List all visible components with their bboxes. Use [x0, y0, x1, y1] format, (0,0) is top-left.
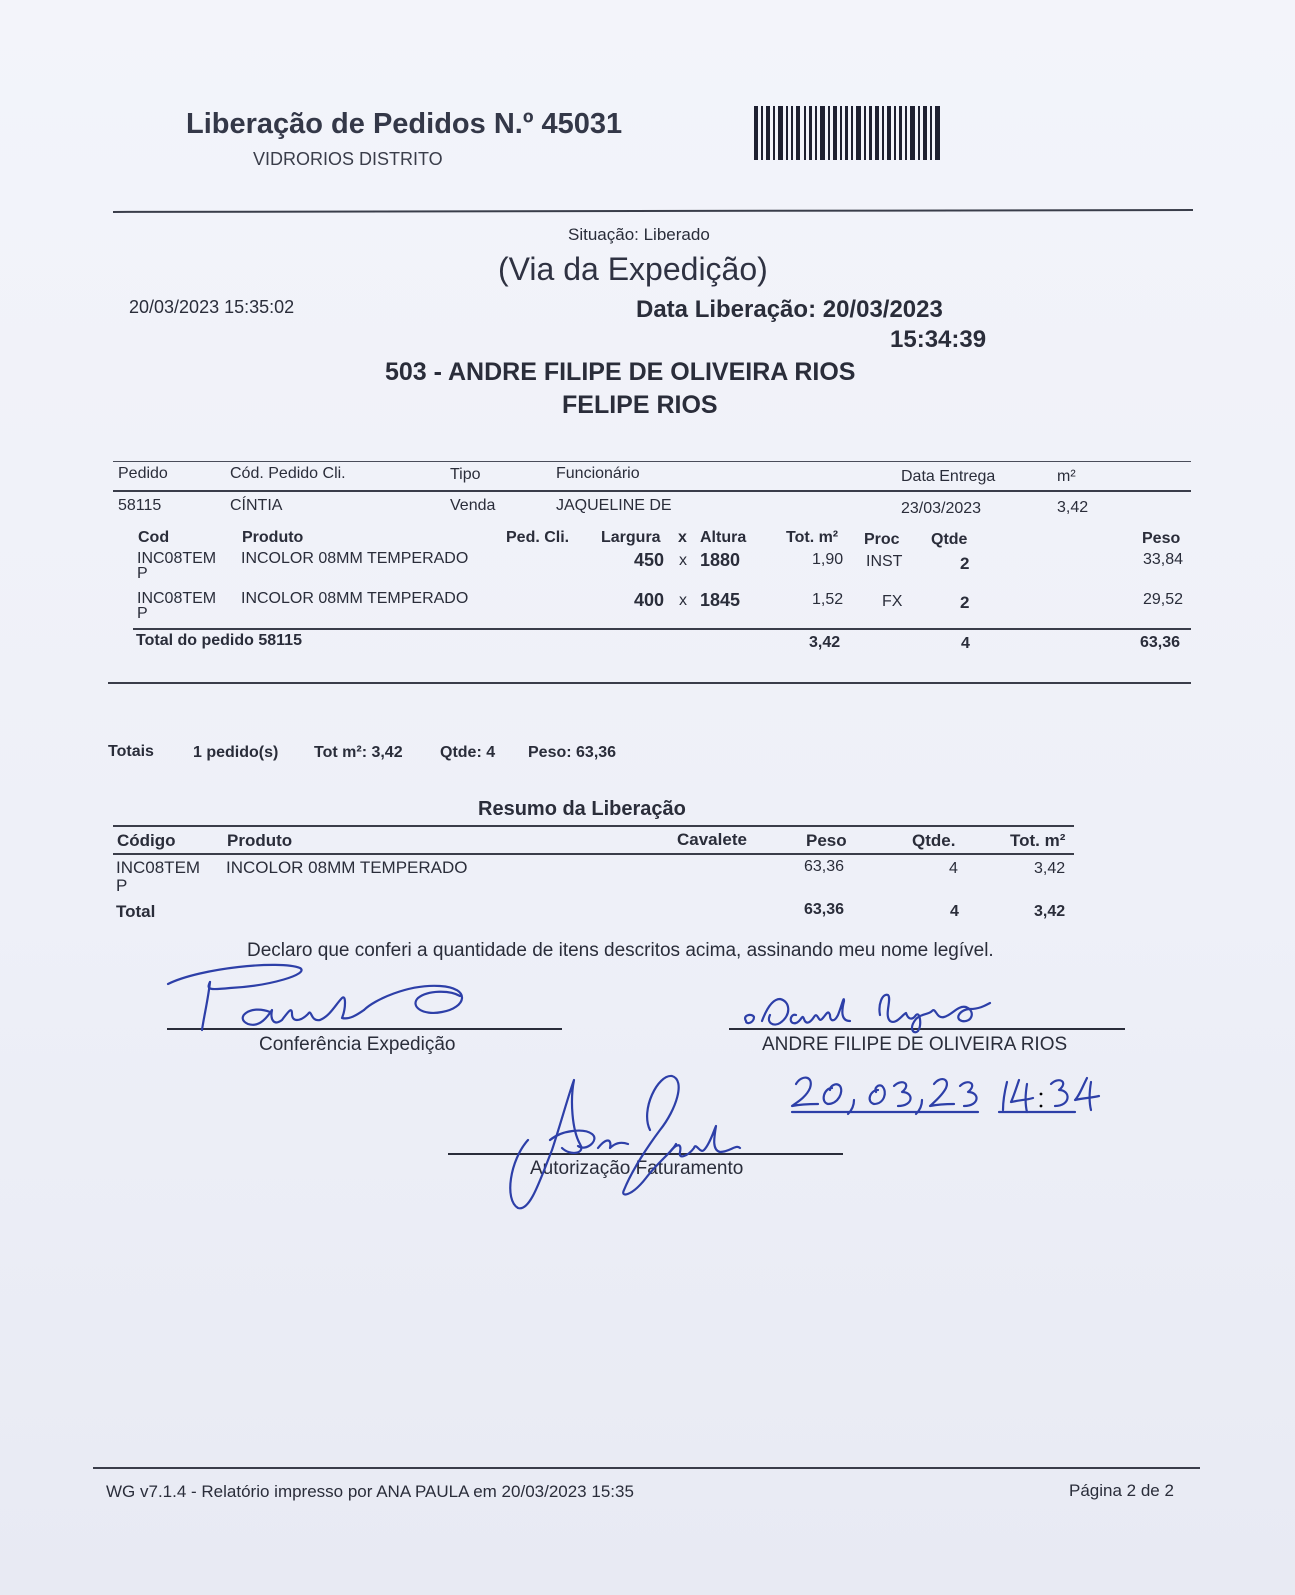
summary-total-peso: 63,36	[804, 901, 845, 918]
item-proc-header: Proc	[864, 531, 900, 548]
item-cod	[137, 591, 216, 621]
item-cod-line2: P	[137, 605, 148, 622]
summary-qtde-header: Qtde.	[912, 831, 956, 850]
data-liberacao-time: 15:34:39	[890, 326, 987, 353]
item-cod-line2: P	[137, 565, 148, 582]
client-alias: FELIPE RIOS	[562, 391, 718, 419]
summary-peso: 63,36	[804, 858, 845, 875]
order-m2: 3,42	[1057, 499, 1089, 516]
col-pedido-header: Pedido	[118, 465, 168, 482]
client-signature-label: ANDRE FILIPE DE OLIVEIRA RIOS	[762, 1034, 1068, 1055]
summary-total-qtde: 4	[950, 903, 959, 920]
item-cod	[137, 551, 216, 581]
summary-produto-header: Produto	[227, 831, 293, 850]
item-peso-header: Peso	[1142, 530, 1181, 547]
print-timestamp: 20/03/2023 15:35:02	[129, 297, 295, 317]
item-proc: FX	[882, 593, 903, 610]
order-header-rule	[113, 490, 1191, 492]
item-produto: INCOLOR 08MM TEMPERADO	[241, 590, 469, 607]
order-tipo: Venda	[450, 497, 496, 514]
item-produto-header: Produto	[242, 529, 304, 546]
col-cod-pedido-cli-header: Cód. Pedido Cli.	[230, 465, 346, 482]
item-largura: 450	[634, 550, 665, 570]
summary-codigo-line1: INC08TEM	[116, 858, 201, 877]
summary-tot-m2-header: Tot. m²	[1010, 831, 1066, 850]
summary-total-label: Total	[116, 902, 156, 921]
summary-total-tot-m2: 3,42	[1034, 903, 1066, 920]
item-qtde: 2	[960, 554, 970, 573]
summary-qtde: 4	[949, 860, 958, 877]
item-qtde-header: Qtde	[931, 531, 968, 548]
client-signature	[740, 985, 1000, 1035]
item-altura: 1845	[700, 590, 741, 610]
totals-label: Totais	[108, 743, 154, 760]
footer-rule	[93, 1467, 1200, 1469]
handwritten-date	[788, 1070, 988, 1118]
item-tot-m2-header: Tot. m²	[786, 529, 839, 546]
totals-pedidos: 1 pedido(s)	[193, 744, 279, 761]
order-pedido: 58115	[118, 497, 162, 514]
item-cod-line1: INC08TEM	[137, 550, 217, 567]
item-cod-header: Cod	[138, 529, 170, 546]
data-liberacao-date: 20/03/2023	[822, 296, 943, 323]
item-x: x	[679, 552, 687, 569]
item-produto: INCOLOR 08MM TEMPERADO	[241, 550, 469, 567]
handwritten-time	[995, 1072, 1105, 1118]
order-cod-pedido-cli: CÍNTIA	[230, 497, 283, 514]
summary-cavalete-header: Cavalete	[677, 830, 747, 849]
via-label: (Via da Expedição)	[498, 251, 768, 287]
item-cod-line1: INC08TEM	[137, 590, 217, 607]
summary-codigo-line2: P	[116, 876, 128, 895]
order-total-rule	[133, 628, 1191, 630]
order-total-tot-m2: 3,42	[809, 634, 841, 651]
col-m2-header: m²	[1057, 468, 1076, 485]
autorizacao-label: Autorização Faturamento	[530, 1158, 744, 1179]
item-tot-m2: 1,52	[812, 591, 844, 608]
client-name: 503 - ANDRE FILIPE DE OLIVEIRA RIOS	[385, 358, 856, 386]
barcode-graphic	[754, 106, 942, 160]
item-x-header: x	[678, 529, 687, 546]
item-largura-header: Largura	[601, 529, 661, 546]
footer-page-number: Página 2 de 2	[1069, 1481, 1174, 1500]
footer-printed-by: WG v7.1.4 - Relatório impresso por ANA PAULA em 20/03/2023 15:35	[106, 1482, 634, 1501]
summary-header-rule	[113, 853, 1074, 855]
barcode	[754, 106, 942, 160]
item-ped-cli-header: Ped. Cli.	[506, 529, 570, 546]
col-funcionario-header: Funcionário	[556, 465, 640, 482]
item-x: x	[679, 592, 687, 609]
col-tipo-header: Tipo	[450, 466, 481, 483]
summary-peso-header: Peso	[806, 831, 847, 850]
data-liberacao	[636, 296, 943, 324]
item-tot-m2: 1,90	[812, 551, 844, 568]
order-total-label: Total do pedido 58115	[136, 632, 302, 649]
order-total-qtde: 4	[961, 635, 970, 652]
summary-codigo-header: Código	[117, 831, 176, 850]
summary-tot-m2: 3,42	[1034, 860, 1066, 877]
summary-codigo	[116, 859, 200, 895]
data-liberacao-label: Data Liberação:	[636, 296, 817, 323]
totals-tot-m2: Tot m²: 3,42	[314, 744, 403, 761]
order-total-peso: 63,36	[1140, 634, 1181, 651]
order-section-end-rule	[108, 682, 1191, 684]
item-peso: 33,84	[1143, 551, 1184, 568]
item-peso: 29,52	[1143, 591, 1184, 608]
situacao-label: Situação: Liberado	[568, 225, 710, 244]
order-funcionario: JAQUELINE DE	[556, 497, 672, 514]
autorizacao-signature	[500, 1070, 750, 1215]
declaration-text: Declaro que conferi a quantidade de itens descritos acima, assinando meu nome legível.	[247, 940, 994, 961]
item-proc: INST	[866, 553, 903, 570]
item-largura: 400	[634, 590, 665, 610]
item-qtde: 2	[960, 593, 970, 612]
col-data-entrega-header: Data Entrega	[901, 468, 996, 485]
header-divider	[113, 209, 1193, 213]
summary-top-rule	[113, 825, 1074, 827]
document-title: Liberação de Pedidos N.º 45031	[186, 108, 623, 140]
totals-qtde: Qtde: 4	[440, 744, 496, 761]
totals-peso: Peso: 63,36	[528, 744, 617, 761]
item-altura: 1880	[700, 550, 741, 570]
order-table-top-rule	[113, 461, 1191, 462]
conferencia-label: Conferência Expedição	[259, 1034, 456, 1055]
conferencia-signature	[160, 960, 490, 1040]
summary-title: Resumo da Liberação	[478, 798, 686, 820]
item-altura-header: Altura	[700, 529, 747, 546]
order-data-entrega: 23/03/2023	[901, 500, 982, 517]
summary-produto: INCOLOR 08MM TEMPERADO	[226, 858, 468, 877]
company-name: VIDRORIOS DISTRITO	[253, 149, 443, 169]
